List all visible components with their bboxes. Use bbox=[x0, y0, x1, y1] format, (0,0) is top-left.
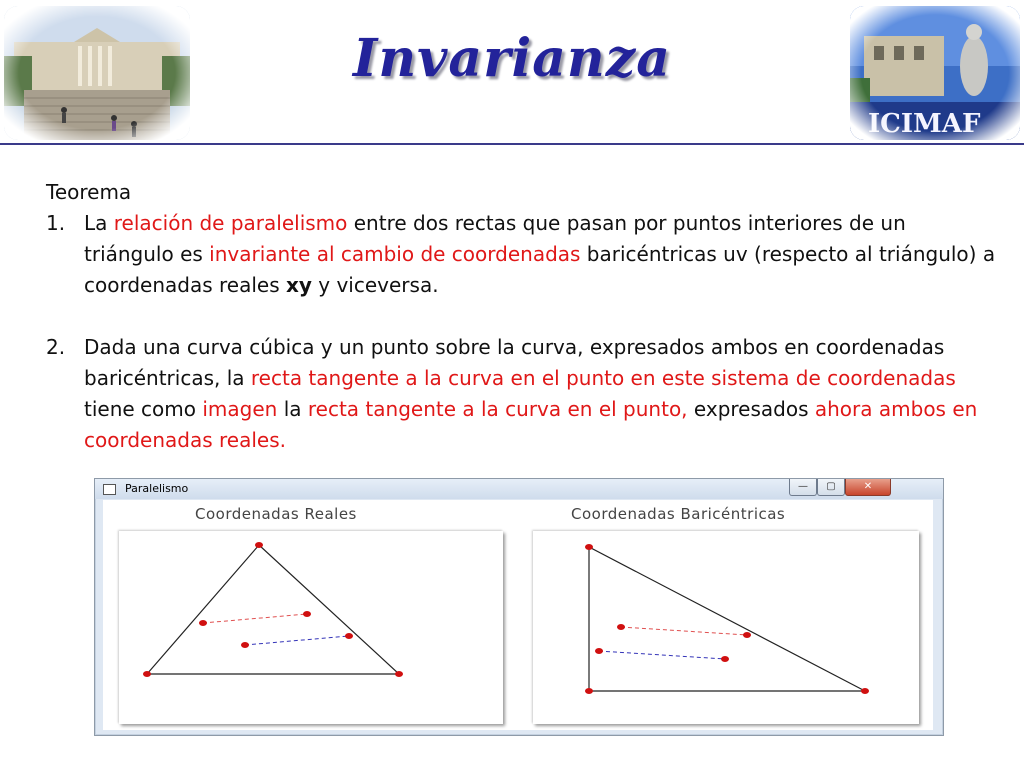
text-segment: tiene como bbox=[84, 397, 203, 421]
vertex-point bbox=[585, 544, 593, 550]
item-number: 2. bbox=[46, 335, 66, 359]
interior-point bbox=[241, 642, 249, 648]
window-title: Paralelismo bbox=[125, 482, 189, 495]
theorem-list bbox=[46, 208, 996, 456]
theorem-item-1 bbox=[46, 208, 996, 301]
dashed-line-blue bbox=[245, 636, 349, 645]
dashed-line-blue bbox=[599, 651, 725, 659]
window-client-area bbox=[103, 500, 933, 730]
emphasis-segment: recta tangente a la curva en el punto, bbox=[307, 397, 688, 421]
text-segment: Dada una curva cúbica y un punto sobre la curva, expresados ambos en coordenadas baricéntricas, la bbox=[84, 335, 945, 390]
text-segment: expresados bbox=[687, 397, 815, 421]
barycentric-coords-canvas[interactable] bbox=[533, 531, 919, 724]
interior-point bbox=[345, 633, 353, 639]
vertex-point bbox=[861, 688, 869, 694]
emphasis-segment: invariante al cambio de coordenadas bbox=[209, 242, 581, 266]
interior-point bbox=[721, 656, 729, 662]
emphasis-segment: relación de paralelismo bbox=[113, 211, 348, 235]
bold-segment: xy bbox=[285, 273, 312, 297]
triangle bbox=[147, 545, 399, 674]
theorem-heading: Teorema bbox=[46, 180, 132, 204]
maximize-button[interactable]: ▢ bbox=[817, 479, 845, 496]
vertex-point bbox=[395, 671, 403, 677]
emphasis-segment: recta tangente a la curva en el punto en este sistema de coordenadas bbox=[250, 366, 956, 390]
title-divider bbox=[185, 143, 1024, 145]
vertex-point bbox=[255, 542, 263, 548]
spacer bbox=[46, 301, 996, 332]
text-segment: y viceversa. bbox=[311, 273, 439, 297]
slide-title: Invarianza bbox=[353, 28, 671, 89]
dashed-line-red bbox=[203, 614, 307, 623]
barycentric-coords-label: Coordenadas Baricéntricas bbox=[571, 505, 786, 523]
vertex-point bbox=[585, 688, 593, 694]
interior-point bbox=[303, 611, 311, 617]
window-app-icon bbox=[103, 484, 116, 495]
minimize-button[interactable]: — bbox=[789, 479, 817, 496]
close-button[interactable]: ✕ bbox=[845, 479, 891, 496]
interior-point bbox=[743, 632, 751, 638]
real-coords-label: Coordenadas Reales bbox=[195, 505, 357, 523]
triangle bbox=[589, 547, 865, 691]
icimaf-logo-photo bbox=[850, 6, 1020, 140]
emphasis-segment: ahora ambos en coordenadas reales. bbox=[84, 397, 978, 452]
title-divider-left bbox=[0, 143, 185, 145]
emphasis-segment: imagen bbox=[202, 397, 278, 421]
text-segment: La bbox=[84, 211, 114, 235]
interior-point bbox=[617, 624, 625, 630]
dashed-line-red bbox=[621, 627, 747, 635]
real-coords-canvas[interactable] bbox=[119, 531, 503, 724]
text-segment: baricéntricas uv (respecto al triángulo) a coordenadas reales bbox=[84, 242, 996, 297]
item-number: 1. bbox=[46, 211, 66, 235]
theorem-content bbox=[46, 177, 996, 456]
text-segment: la bbox=[277, 397, 308, 421]
window-titlebar[interactable] bbox=[95, 479, 943, 499]
text-segment: entre dos rectas que pasan por puntos interiores de un triángulo es bbox=[84, 211, 906, 266]
interior-point bbox=[199, 620, 207, 626]
paralelismo-window bbox=[94, 478, 944, 736]
theorem-item-2 bbox=[46, 332, 996, 456]
vertex-point bbox=[143, 671, 151, 677]
interior-point bbox=[595, 648, 603, 654]
